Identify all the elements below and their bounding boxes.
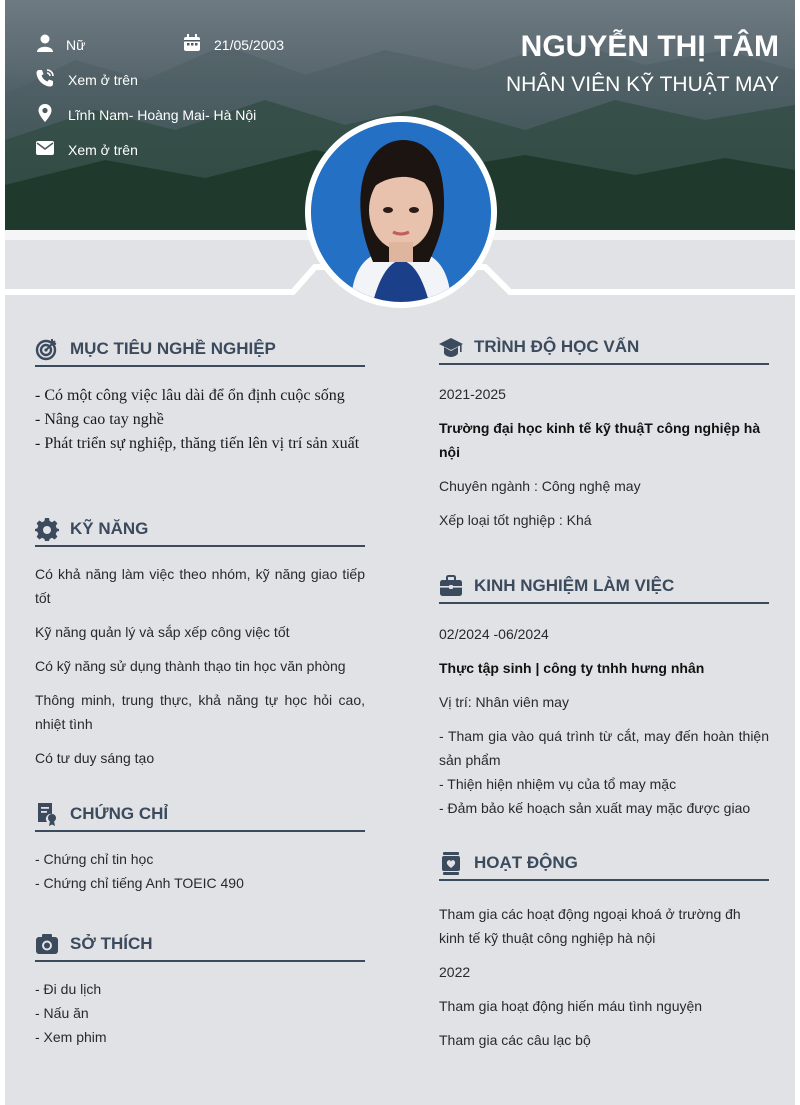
envelope-icon [35,138,55,158]
education-major: Chuyên ngành : Công nghệ may [439,478,641,494]
location-pin-icon [35,103,55,123]
education-heading [439,331,769,365]
activity-badge-icon [439,851,463,875]
skills-heading [35,513,365,547]
certificate-item: - Chứng chỉ tin học [35,851,154,867]
experience-heading [439,570,769,604]
activity-item: Tham gia các câu lạc bộ [439,1032,591,1048]
experience-tasks [439,724,769,820]
activity-item: Tham gia hoạt động hiến máu tình nguyện [439,998,703,1014]
activity-year: 2022 [439,964,471,980]
calendar-icon [182,33,202,53]
education-school: Trường đại học kinh tế kỹ thuậT công nghiệp hà nội [439,420,761,460]
cv-page [5,0,795,1105]
profile-photo [311,122,491,302]
certificate-icon [35,802,59,826]
certificate-item: - Chứng chỉ tiếng Anh TOEIC 490 [35,875,244,891]
objective-line: - Phát triển sự nghiệp, thăng tiến lên vị trí sản xuất [35,435,360,452]
experience-task: - Tham gia vào quá trình từ cắt, may đến hoàn thiện sản phẩm [439,728,769,768]
graduation-cap-icon [439,335,463,359]
camera-icon [35,932,59,956]
full-name: NGUYỄN THỊ TÂM [520,30,779,63]
certificates-heading [35,798,365,832]
education-grade: Xếp loại tốt nghiệp : Khá [439,512,592,528]
objective-heading [35,333,365,367]
skills-title: KỸ NĂNG [70,519,149,538]
hobbies-title: SỞ THÍCH [70,934,153,953]
education-period: 2021-2025 [439,386,506,402]
gender-value: Nữ [66,37,86,53]
objective-line: - Có một công việc lâu dài để ổn định cuộc sống [35,387,345,404]
experience-period: 02/2024 -06/2024 [439,626,549,642]
objective-line: - Nâng cao tay nghề [35,411,164,428]
activities-heading [439,847,769,881]
address-value: Lĩnh Nam- Hoàng Mai- Hà Nội [68,107,257,123]
hobby-item: - Xem phim [35,1029,107,1045]
user-icon [35,33,55,53]
education-title: TRÌNH ĐỘ HỌC VẤN [474,337,640,356]
email-value: Xem ở trên [68,142,138,158]
birthdate-value: 21/05/2003 [214,37,285,53]
experience-role: Thực tập sinh | công ty tnhh hưng nhân [439,660,705,676]
profile-photo-frame [305,116,497,308]
hobbies-list [35,977,365,1049]
certificates-title: CHỨNG CHỈ [70,804,169,823]
experience-task: - Đảm bảo kế hoạch sản xuất may mặc được giao [439,800,751,816]
skill-item: Thông minh, trung thực, khả năng tự học hỏi cao, nhiệt tình [35,692,365,732]
briefcase-icon [439,574,463,598]
certificates-list [35,847,365,895]
activity-item: Tham gia các hoạt động ngoại khoá ở trường đh kinh tế kỹ thuật công nghiệp hà nội [439,906,741,946]
hobby-item: - Đi du lịch [35,981,102,997]
hobbies-heading [35,928,365,962]
skill-item: Có khả năng làm việc theo nhóm, kỹ năng giao tiếp tốt [35,566,365,606]
hobby-item: - Nấu ăn [35,1005,89,1021]
phone-icon [35,68,55,88]
gear-icon [35,517,59,541]
job-title: NHÂN VIÊN KỸ THUẬT MAY [505,73,779,96]
phone-value: Xem ở trên [68,72,138,88]
objective-title: MỤC TIÊU NGHỀ NGHIỆP [70,339,276,358]
skill-item: Có kỹ năng sử dụng thành thạo tin học văn phòng [35,658,346,674]
activities-title: HOẠT ĐỘNG [474,853,578,872]
skill-item: Có tư duy sáng tạo [35,750,155,766]
experience-title: KINH NGHIỆM LÀM VIỆC [474,576,675,595]
experience-position: Vị trí: Nhân viên may [439,694,569,710]
target-icon [35,337,59,361]
skill-item: Kỹ năng quản lý và sắp xếp công việc tốt [35,624,290,640]
objective-text [35,384,375,456]
experience-task: - Thiện hiện nhiệm vụ của tổ may mặc [439,776,677,792]
